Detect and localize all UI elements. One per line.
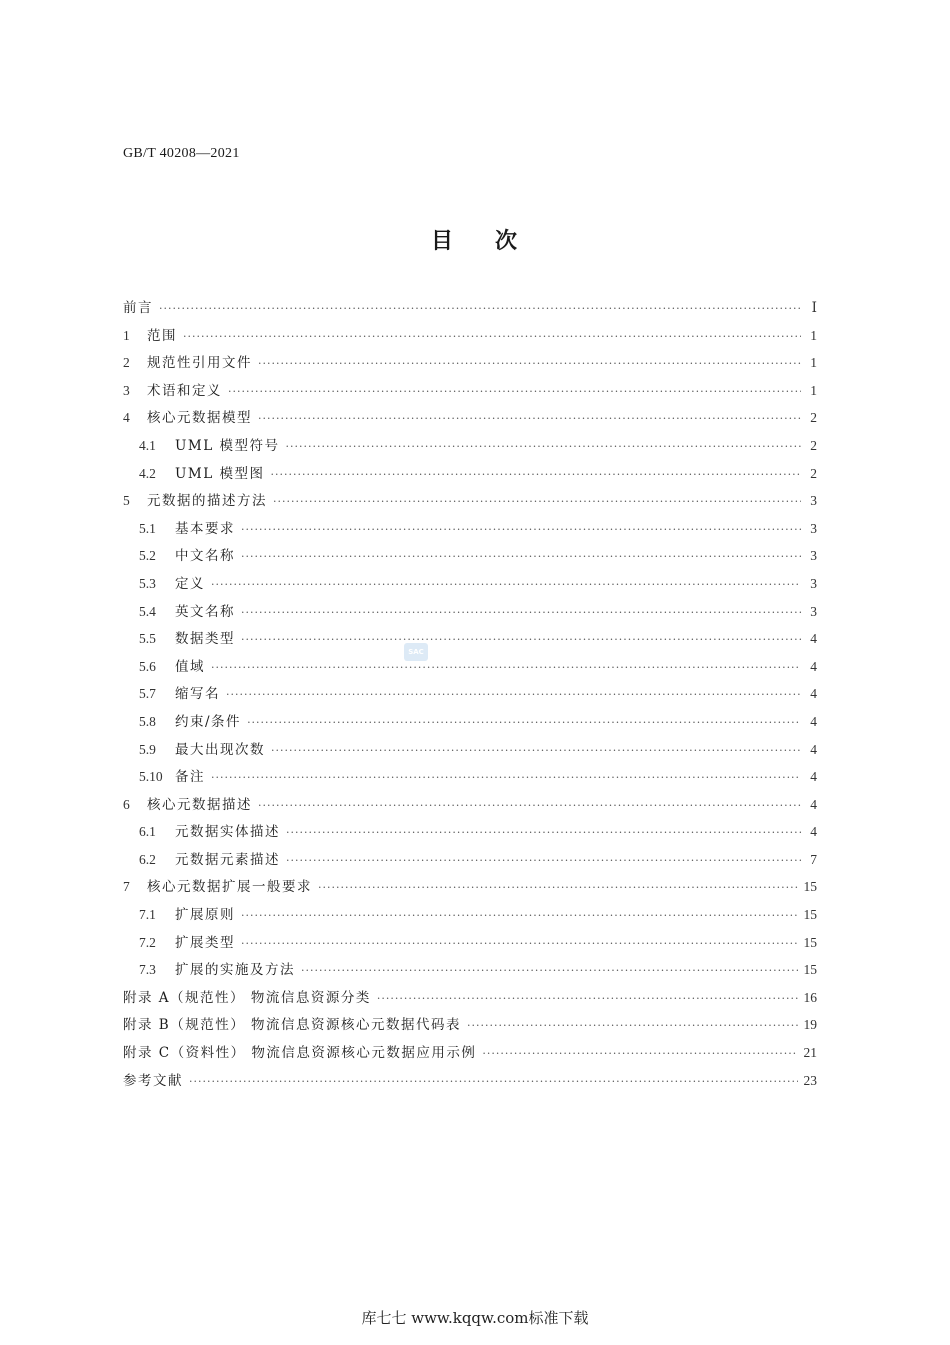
toc-leader-dots xyxy=(183,323,801,351)
toc-entry-page: 21 xyxy=(803,1045,817,1061)
toc-entry-number: 1 xyxy=(123,327,130,343)
toc-entry-title: 值域 xyxy=(175,658,205,675)
toc-entry-title: 英文名称 xyxy=(175,603,235,620)
title-part-2: 次 xyxy=(495,229,520,254)
toc-entry-page: 1 xyxy=(810,327,817,343)
toc-entry[interactable] xyxy=(123,653,817,681)
toc-entry-title: UML 模型图 xyxy=(175,465,265,482)
toc-leader-dots xyxy=(241,930,798,958)
toc-entry[interactable] xyxy=(123,873,817,901)
toc-entry[interactable] xyxy=(123,901,817,929)
toc-entry-number: 7.2 xyxy=(139,934,156,950)
toc-entry[interactable] xyxy=(123,294,817,322)
toc-entry-title: 附录 A（规范性） 物流信息资源分类 xyxy=(123,989,371,1006)
toc-leader-dots xyxy=(377,985,798,1013)
toc-entry-title: 元数据实体描述 xyxy=(175,824,280,841)
toc-entry-number: 7.1 xyxy=(139,907,156,923)
toc-leader-dots xyxy=(258,405,801,433)
toc-entry-page: 4 xyxy=(810,686,817,702)
toc-leader-dots xyxy=(226,681,801,709)
toc-entry[interactable] xyxy=(123,322,817,350)
toc-entry-number: 5.2 xyxy=(139,548,156,564)
toc-entry-number: 6.2 xyxy=(139,851,156,867)
toc-entry[interactable] xyxy=(123,570,817,598)
toc-entry[interactable] xyxy=(123,377,817,405)
toc-entry-page: 4 xyxy=(810,631,817,647)
toc-entry-number: 5.5 xyxy=(139,631,156,647)
toc-entry-number: 5.8 xyxy=(139,713,156,729)
toc-leader-dots xyxy=(211,764,801,792)
toc-entry-title: 核心元数据扩展一般要求 xyxy=(147,879,312,896)
toc-entry-title: 核心元数据描述 xyxy=(147,796,252,813)
toc-entry-page: 1 xyxy=(810,382,817,398)
toc-leader-dots xyxy=(228,378,801,406)
toc-entry-title: 数据类型 xyxy=(175,631,235,648)
toc-leader-dots xyxy=(258,792,801,820)
toc-entry-page: 3 xyxy=(810,520,817,536)
toc-entry[interactable] xyxy=(123,625,817,653)
toc-entry-number: 4 xyxy=(123,410,130,426)
toc-entry[interactable] xyxy=(123,929,817,957)
toc-entry-title: 元数据元素描述 xyxy=(175,851,280,868)
toc-entry[interactable] xyxy=(123,1067,817,1095)
toc-leader-dots xyxy=(286,819,801,847)
toc-entry-title: 中文名称 xyxy=(175,548,235,565)
toc-entry[interactable] xyxy=(123,542,817,570)
toc-entry-title: 元数据的描述方法 xyxy=(147,493,267,510)
toc-entry-title: 附录 B（规范性） 物流信息资源核心元数据代码表 xyxy=(123,1017,462,1034)
toc-leader-dots xyxy=(211,654,801,682)
toc-entry-page: 4 xyxy=(810,713,817,729)
toc-entry-title: 约束/条件 xyxy=(175,713,242,730)
toc-entry[interactable] xyxy=(123,515,817,543)
toc-entry[interactable] xyxy=(123,1039,817,1067)
toc-entry-title: 最大出现次数 xyxy=(175,741,265,758)
toc-entry-page: 2 xyxy=(810,465,817,481)
toc-entry-title: 参考文献 xyxy=(123,1072,183,1089)
title-part-1: 目 xyxy=(430,229,455,254)
toc-entry-title: UML 模型符号 xyxy=(175,437,280,454)
toc-entry-page: 4 xyxy=(810,824,817,840)
toc-entry-page: Ⅰ xyxy=(811,300,817,315)
toc-leader-dots xyxy=(271,737,801,765)
toc-leader-dots xyxy=(241,626,801,654)
toc-entry-page: 3 xyxy=(810,575,817,591)
toc-entry-number: 5.9 xyxy=(139,741,156,757)
toc-entry-number: 5.7 xyxy=(139,686,156,702)
toc-entry-title: 扩展类型 xyxy=(175,934,235,951)
toc-entry-title: 扩展的实施及方法 xyxy=(175,962,295,979)
toc-entry[interactable] xyxy=(123,1011,817,1039)
toc-leader-dots xyxy=(159,295,801,323)
toc-entry[interactable] xyxy=(123,349,817,377)
toc-entry[interactable] xyxy=(123,956,817,984)
toc-entry-number: 2 xyxy=(123,355,130,371)
toc-entry-title: 附录 C（资料性） 物流信息资源核心元数据应用示例 xyxy=(123,1045,477,1062)
toc-entry-title: 定义 xyxy=(175,575,205,592)
toc-entry-page: 4 xyxy=(810,796,817,812)
toc-entry[interactable] xyxy=(123,736,817,764)
toc-entry-page: 15 xyxy=(803,962,817,978)
toc-leader-dots xyxy=(241,902,798,930)
toc-entry-number: 5.3 xyxy=(139,575,156,591)
toc-entry[interactable] xyxy=(123,432,817,460)
toc-leader-dots xyxy=(247,709,801,737)
toc-entry-page: 15 xyxy=(803,934,817,950)
toc-leader-dots xyxy=(482,1040,797,1068)
toc-leader-dots xyxy=(318,874,798,902)
toc-entry-page: 2 xyxy=(810,437,817,453)
toc-entry-page: 4 xyxy=(810,658,817,674)
toc-leader-dots xyxy=(241,543,801,571)
toc-entry-page: 23 xyxy=(803,1072,817,1088)
page-title xyxy=(0,224,950,255)
toc-entry-number: 5 xyxy=(123,493,130,509)
toc-entry[interactable] xyxy=(123,763,817,791)
toc-entry-page: 16 xyxy=(803,989,817,1005)
sac-watermark-logo: SAC xyxy=(404,643,428,661)
toc-entry-number: 5.10 xyxy=(139,769,163,785)
toc-entry-title: 备注 xyxy=(175,769,205,786)
toc-entry-page: 1 xyxy=(810,355,817,371)
toc-leader-dots xyxy=(189,1068,798,1096)
toc-entry-title: 规范性引用文件 xyxy=(147,355,252,372)
toc-entry-number: 7 xyxy=(123,879,130,895)
toc-entry[interactable] xyxy=(123,404,817,432)
toc-entry-title: 缩写名 xyxy=(175,686,220,703)
toc-leader-dots xyxy=(285,433,801,461)
toc-entry[interactable] xyxy=(123,791,817,819)
toc-entry[interactable] xyxy=(123,818,817,846)
table-of-contents xyxy=(123,294,817,1094)
toc-entry[interactable] xyxy=(123,680,817,708)
toc-entry-page: 7 xyxy=(810,851,817,867)
toc-entry-title: 前言 xyxy=(123,300,153,316)
toc-entry-number: 3 xyxy=(123,382,130,398)
toc-entry-page: 15 xyxy=(803,879,817,895)
toc-entry-page: 3 xyxy=(810,493,817,509)
toc-entry-number: 4.2 xyxy=(139,465,156,481)
toc-leader-dots xyxy=(301,957,798,985)
toc-leader-dots xyxy=(467,1012,797,1040)
toc-leader-dots xyxy=(258,350,801,378)
toc-leader-dots xyxy=(211,571,801,599)
toc-entry[interactable] xyxy=(123,708,817,736)
document-code: GB/T 40208—2021 xyxy=(123,146,240,161)
toc-entry-number: 7.3 xyxy=(139,962,156,978)
toc-leader-dots xyxy=(241,599,801,627)
toc-entry-number: 4.1 xyxy=(139,437,156,453)
toc-entry[interactable] xyxy=(123,984,817,1012)
footer-source: 库七七 www.kqqw.com标准下载 xyxy=(361,1309,589,1327)
toc-entry-page: 2 xyxy=(810,410,817,426)
toc-entry-page: 4 xyxy=(810,769,817,785)
toc-leader-dots xyxy=(270,461,801,489)
toc-entry-number: 6.1 xyxy=(139,824,156,840)
toc-entry-title: 基本要求 xyxy=(175,520,235,537)
toc-entry-title: 核心元数据模型 xyxy=(147,410,252,427)
toc-entry[interactable] xyxy=(123,487,817,515)
toc-entry[interactable] xyxy=(123,460,817,488)
toc-entry-number: 5.1 xyxy=(139,520,156,536)
toc-entry-page: 4 xyxy=(810,741,817,757)
toc-entry-title: 范围 xyxy=(147,327,177,344)
toc-entry-page: 3 xyxy=(810,548,817,564)
toc-leader-dots xyxy=(286,847,801,875)
toc-leader-dots xyxy=(273,488,801,516)
toc-entry-page: 15 xyxy=(803,907,817,923)
toc-entry-page: 19 xyxy=(803,1017,817,1033)
toc-entry-title: 扩展原则 xyxy=(175,907,235,924)
toc-entry-number: 5.6 xyxy=(139,658,156,674)
toc-entry[interactable] xyxy=(123,846,817,874)
toc-entry[interactable] xyxy=(123,598,817,626)
toc-entry-page: 3 xyxy=(810,603,817,619)
toc-leader-dots xyxy=(241,516,801,544)
toc-entry-number: 6 xyxy=(123,796,130,812)
toc-entry-title: 术语和定义 xyxy=(147,382,222,399)
toc-entry-number: 5.4 xyxy=(139,603,156,619)
